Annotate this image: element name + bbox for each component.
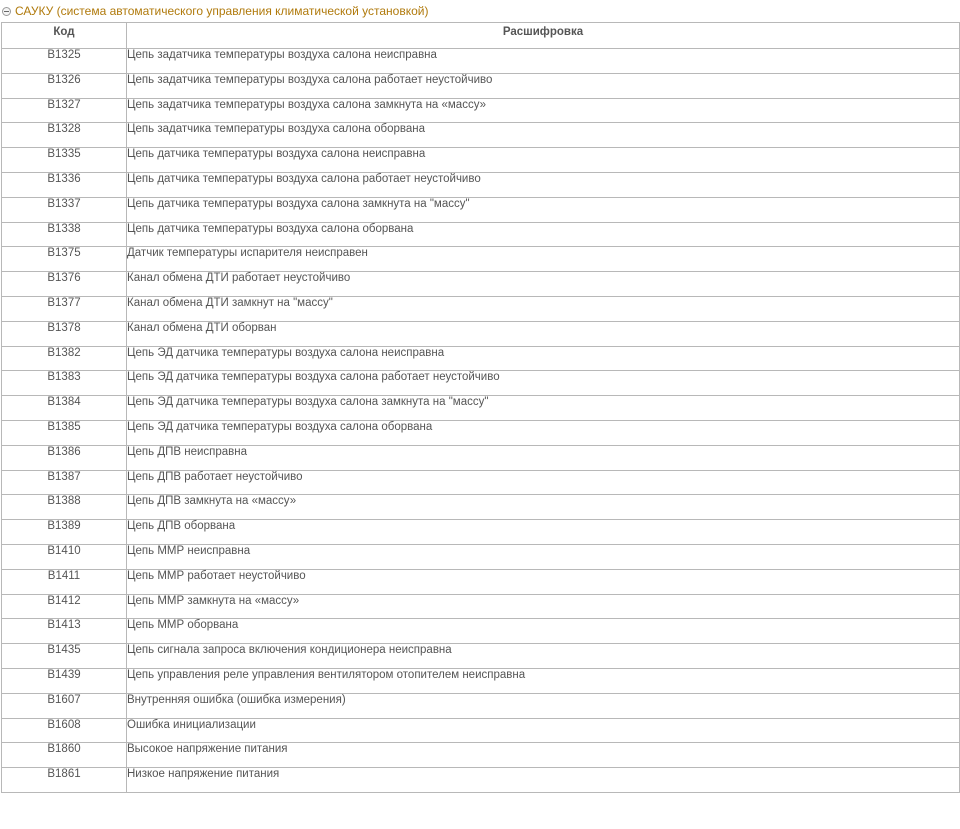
table-row — [2, 594, 960, 619]
table-row — [2, 396, 960, 421]
table-row — [2, 718, 960, 743]
table-row — [2, 98, 960, 123]
error-code: B1439 — [2, 668, 127, 693]
error-code: B1411 — [2, 569, 127, 594]
error-description: Цепь ММР работает неустойчиво — [127, 569, 960, 594]
error-code: B1382 — [2, 346, 127, 371]
error-code: B1410 — [2, 544, 127, 569]
error-description: Цепь ЭД датчика температуры воздуха салона неисправна — [127, 346, 960, 371]
table-row — [2, 619, 960, 644]
error-code: B1385 — [2, 420, 127, 445]
section-title: САУКУ (система автоматического управления климатической установкой) — [15, 4, 429, 18]
error-code: B1386 — [2, 445, 127, 470]
table-row — [2, 768, 960, 793]
error-description: Цепь управления реле управления вентилятором отопителем неисправна — [127, 668, 960, 693]
error-description: Цепь ДПВ неисправна — [127, 445, 960, 470]
error-description: Цепь ДПВ замкнута на «массу» — [127, 495, 960, 520]
error-description: Цепь ЭД датчика температуры воздуха салона замкнута на "массу" — [127, 396, 960, 421]
error-description: Цепь сигнала запроса включения кондиционера неисправна — [127, 644, 960, 669]
error-code: B1376 — [2, 272, 127, 297]
error-code: B1389 — [2, 520, 127, 545]
table-row — [2, 247, 960, 272]
error-description: Цепь датчика температуры воздуха салона неисправна — [127, 148, 960, 173]
table-row — [2, 148, 960, 173]
error-description: Датчик температуры испарителя неисправен — [127, 247, 960, 272]
error-description: Цепь датчика температуры воздуха салона оборвана — [127, 222, 960, 247]
error-description: Цепь задатчика температуры воздуха салона замкнута на «массу» — [127, 98, 960, 123]
error-code: B1435 — [2, 644, 127, 669]
error-code: B1860 — [2, 743, 127, 768]
error-code: B1413 — [2, 619, 127, 644]
error-description: Цепь датчика температуры воздуха салона замкнута на "массу" — [127, 197, 960, 222]
error-description: Канал обмена ДТИ оборван — [127, 321, 960, 346]
table-row — [2, 172, 960, 197]
error-description: Ошибка инициализации — [127, 718, 960, 743]
error-description: Цепь задатчика температуры воздуха салона неисправна — [127, 49, 960, 74]
error-code: B1327 — [2, 98, 127, 123]
error-description: Цепь ММР оборвана — [127, 619, 960, 644]
table-row — [2, 296, 960, 321]
error-code: B1608 — [2, 718, 127, 743]
error-description: Цепь ММР замкнута на «массу» — [127, 594, 960, 619]
table-row — [2, 272, 960, 297]
error-description: Канал обмена ДТИ замкнут на "массу" — [127, 296, 960, 321]
table-row — [2, 569, 960, 594]
table-row — [2, 371, 960, 396]
column-header-code: Код — [2, 23, 127, 49]
table-header-row — [2, 23, 960, 49]
table-row — [2, 470, 960, 495]
error-description: Цепь ЭД датчика температуры воздуха салона работает неустойчиво — [127, 371, 960, 396]
error-description: Цепь задатчика температуры воздуха салона оборвана — [127, 123, 960, 148]
error-code: B1412 — [2, 594, 127, 619]
table-row — [2, 321, 960, 346]
error-code: B1383 — [2, 371, 127, 396]
error-description: Цепь датчика температуры воздуха салона работает неустойчиво — [127, 172, 960, 197]
error-description: Цепь ДПВ работает неустойчиво — [127, 470, 960, 495]
codes-table — [1, 22, 960, 793]
error-code: B1338 — [2, 222, 127, 247]
error-code: B1328 — [2, 123, 127, 148]
table-row — [2, 743, 960, 768]
table-row — [2, 693, 960, 718]
table-row — [2, 668, 960, 693]
section-header[interactable] — [0, 0, 960, 22]
error-code: B1384 — [2, 396, 127, 421]
error-description: Цепь ЭД датчика температуры воздуха салона оборвана — [127, 420, 960, 445]
table-row — [2, 445, 960, 470]
error-code: B1335 — [2, 148, 127, 173]
error-description: Внутренняя ошибка (ошибка измерения) — [127, 693, 960, 718]
table-row — [2, 49, 960, 74]
error-code: B1375 — [2, 247, 127, 272]
error-code: B1387 — [2, 470, 127, 495]
table-body — [2, 49, 960, 793]
error-description: Канал обмена ДТИ работает неустойчиво — [127, 272, 960, 297]
error-description: Цепь ММР неисправна — [127, 544, 960, 569]
table-row — [2, 644, 960, 669]
column-header-description: Расшифровка — [127, 23, 960, 49]
error-code: B1336 — [2, 172, 127, 197]
table-row — [2, 520, 960, 545]
error-code: B1325 — [2, 49, 127, 74]
error-code: B1861 — [2, 768, 127, 793]
error-code: B1378 — [2, 321, 127, 346]
error-description: Цепь задатчика температуры воздуха салона работает неустойчиво — [127, 73, 960, 98]
table-row — [2, 123, 960, 148]
error-description: Высокое напряжение питания — [127, 743, 960, 768]
table-row — [2, 197, 960, 222]
error-code: B1377 — [2, 296, 127, 321]
error-code: B1326 — [2, 73, 127, 98]
collapse-icon[interactable] — [2, 7, 11, 16]
table-row — [2, 73, 960, 98]
error-code: B1337 — [2, 197, 127, 222]
table-row — [2, 346, 960, 371]
table-row — [2, 222, 960, 247]
error-code: B1607 — [2, 693, 127, 718]
error-description: Цепь ДПВ оборвана — [127, 520, 960, 545]
error-code: B1388 — [2, 495, 127, 520]
table-row — [2, 495, 960, 520]
table-row — [2, 420, 960, 445]
table-row — [2, 544, 960, 569]
error-description: Низкое напряжение питания — [127, 768, 960, 793]
